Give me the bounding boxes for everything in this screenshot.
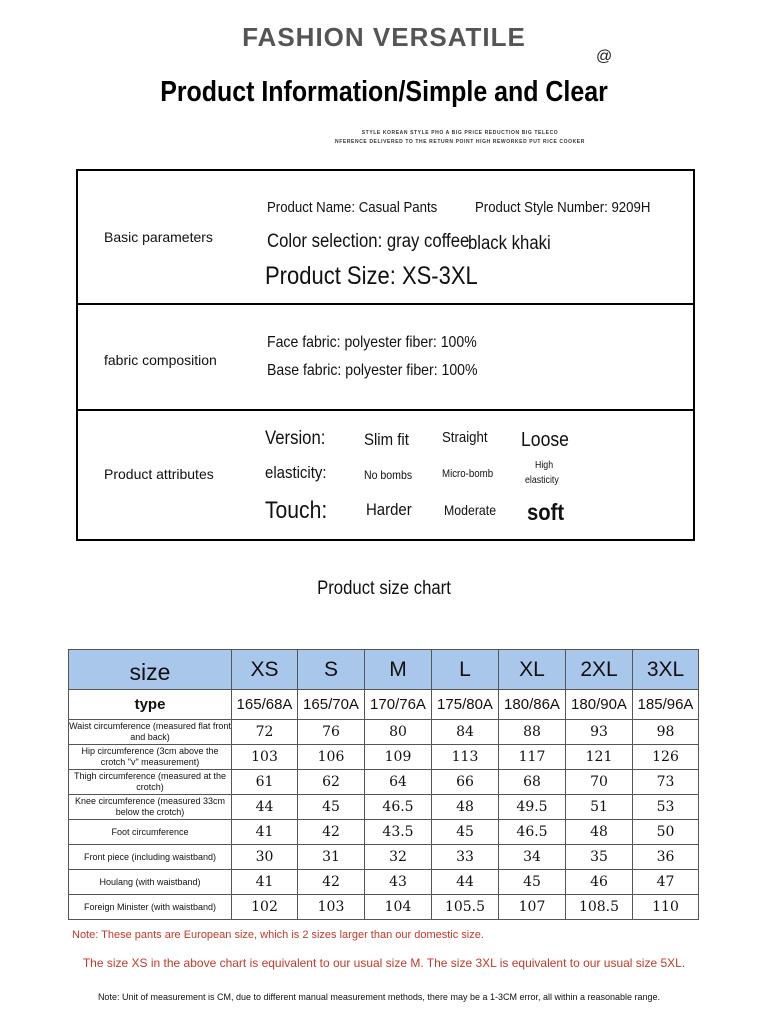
- version-loose: Loose: [521, 429, 569, 451]
- table-row: [69, 895, 699, 920]
- type-cell: 180/90A: [566, 690, 633, 720]
- touch-harder: Harder: [366, 500, 412, 519]
- table-row: [69, 795, 699, 820]
- note-european-size: Note: These pants are European size, which is 2 sizes larger than our domestic size.: [72, 929, 484, 941]
- size-cell: XS: [232, 650, 298, 690]
- elasticity-high-2: elasticity: [525, 475, 559, 486]
- elasticity-high: High: [535, 460, 554, 471]
- table-cell: 46.5: [499, 820, 566, 845]
- tiny-caption-line-2: NFERENCE DELIVERED TO THE RETURN POINT HIGH REWORKED PUT RICE COOKER: [335, 139, 585, 145]
- table-cell: 44: [232, 795, 298, 820]
- table-cell: 113: [432, 745, 499, 770]
- size-cell: 3XL: [633, 650, 699, 690]
- table-cell: 84: [432, 720, 499, 745]
- table-cell: 61: [232, 770, 298, 795]
- table-cell: 36: [633, 845, 699, 870]
- product-attributes-row: [78, 411, 693, 539]
- size-header-label: size: [69, 650, 232, 690]
- type-cell: 185/96A: [633, 690, 699, 720]
- table-row: [69, 820, 699, 845]
- table-cell: 34: [499, 845, 566, 870]
- table-row: [69, 845, 699, 870]
- table-cell: 73: [633, 770, 699, 795]
- table-cell: 64: [365, 770, 432, 795]
- type-cell: 170/76A: [365, 690, 432, 720]
- table-cell: 30: [232, 845, 298, 870]
- color-selection: Color selection: gray coffee: [267, 231, 470, 252]
- touch-moderate: Moderate: [444, 502, 497, 518]
- at-symbol: @: [596, 48, 613, 65]
- table-cell: 103: [298, 895, 365, 920]
- table-cell: 68: [499, 770, 566, 795]
- base-fabric: Base fabric: polyester fiber: 100%: [267, 362, 478, 379]
- size-chart-title: Product size chart: [317, 578, 451, 599]
- table-cell: 45: [499, 870, 566, 895]
- table-cell: 104: [365, 895, 432, 920]
- table-cell: 43: [365, 870, 432, 895]
- note-measurement-unit: Note: Unit of measurement is CM, due to different manual measurement methods, there may be a 1-3CM error, all within a reasonable range.: [97, 992, 661, 1002]
- size-cell: XL: [499, 650, 566, 690]
- table-cell: 45: [432, 820, 499, 845]
- size-chart-table: [68, 649, 699, 920]
- table-cell: 98: [633, 720, 699, 745]
- page-subtitle: Product Information/Simple and Clear: [160, 76, 608, 108]
- type-label: type: [69, 690, 232, 720]
- fabric-composition-label: fabric composition: [104, 352, 217, 368]
- version-straight: Straight: [442, 429, 488, 446]
- table-cell: 47: [633, 870, 699, 895]
- measure-label: Hip circumference (3cm above the crotch "v" measurement): [69, 745, 232, 770]
- table-cell: 50: [633, 820, 699, 845]
- brand-title: FASHION VERSATILE: [242, 22, 526, 52]
- product-attributes-label: Product attributes: [104, 466, 214, 482]
- type-cell: 165/68A: [232, 690, 298, 720]
- size-cell: L: [432, 650, 499, 690]
- table-row: [69, 770, 699, 795]
- table-cell: 105.5: [432, 895, 499, 920]
- table-cell: 80: [365, 720, 432, 745]
- table-cell: 31: [298, 845, 365, 870]
- table-cell: 42: [298, 820, 365, 845]
- table-row: [69, 870, 699, 895]
- measure-label: Knee circumference (measured 33cm below the crotch): [69, 795, 232, 820]
- type-cell: 175/80A: [432, 690, 499, 720]
- table-cell: 45: [298, 795, 365, 820]
- table-cell: 107: [499, 895, 566, 920]
- size-cell: M: [365, 650, 432, 690]
- elasticity-no-bombs: No bombs: [364, 468, 413, 482]
- version-slim-fit: Slim fit: [364, 430, 409, 449]
- measure-label: Foot circumference: [69, 820, 232, 845]
- table-row: [69, 745, 699, 770]
- table-cell: 103: [232, 745, 298, 770]
- size-cell: S: [298, 650, 365, 690]
- size-header-row: [69, 650, 699, 690]
- table-cell: 46: [566, 870, 633, 895]
- table-cell: 62: [298, 770, 365, 795]
- table-cell: 108.5: [566, 895, 633, 920]
- measure-label: Front piece (including waistband): [69, 845, 232, 870]
- table-cell: 110: [633, 895, 699, 920]
- table-cell: 48: [566, 820, 633, 845]
- table-cell: 48: [432, 795, 499, 820]
- table-cell: 88: [499, 720, 566, 745]
- table-cell: 93: [566, 720, 633, 745]
- color-extra: black khaki: [468, 233, 551, 254]
- note-size-equivalence: The size XS in the above chart is equivalent to our usual size M. The size 3XL is equivalent to our usual size 5XL.: [82, 956, 686, 970]
- table-cell: 42: [298, 870, 365, 895]
- fabric-composition-row: [78, 305, 693, 411]
- table-cell: 106: [298, 745, 365, 770]
- elasticity-micro-bomb: Micro-bomb: [442, 468, 494, 480]
- touch-soft: soft: [527, 499, 565, 525]
- table-cell: 46.5: [365, 795, 432, 820]
- table-cell: 35: [566, 845, 633, 870]
- table-row: [69, 720, 699, 745]
- table-cell: 44: [432, 870, 499, 895]
- basic-parameters-row: [78, 171, 693, 305]
- table-cell: 41: [232, 870, 298, 895]
- product-name: Product Name: Casual Pants: [267, 199, 438, 216]
- table-cell: 121: [566, 745, 633, 770]
- size-cell: 2XL: [566, 650, 633, 690]
- product-style-number: Product Style Number: 9209H: [475, 199, 651, 216]
- table-cell: 41: [232, 820, 298, 845]
- touch-label: Touch:: [265, 497, 328, 524]
- table-cell: 32: [365, 845, 432, 870]
- tiny-caption-line-1: STYLE KOREAN STYLE PHO A BIG PRICE REDUCTION BIG TELECO: [361, 130, 559, 136]
- table-cell: 76: [298, 720, 365, 745]
- face-fabric: Face fabric: polyester fiber: 100%: [267, 334, 477, 351]
- measure-label: Houlang (with waistband): [69, 870, 232, 895]
- table-cell: 102: [232, 895, 298, 920]
- measure-label: Foreign Minister (with waistband): [69, 895, 232, 920]
- table-cell: 51: [566, 795, 633, 820]
- type-row: [69, 690, 699, 720]
- table-cell: 117: [499, 745, 566, 770]
- table-cell: 126: [633, 745, 699, 770]
- table-cell: 70: [566, 770, 633, 795]
- version-label: Version:: [265, 428, 326, 449]
- table-cell: 43.5: [365, 820, 432, 845]
- type-cell: 180/86A: [499, 690, 566, 720]
- table-cell: 33: [432, 845, 499, 870]
- product-size: Product Size: XS-3XL: [265, 262, 478, 290]
- table-cell: 72: [232, 720, 298, 745]
- product-info-table: [76, 169, 695, 541]
- type-cell: 165/70A: [298, 690, 365, 720]
- table-cell: 53: [633, 795, 699, 820]
- elasticity-label: elasticity:: [265, 463, 327, 482]
- measure-label: Thigh circumference (measured at the crotch): [69, 770, 232, 795]
- table-cell: 66: [432, 770, 499, 795]
- table-cell: 109: [365, 745, 432, 770]
- basic-parameters-label: Basic parameters: [104, 229, 213, 245]
- table-cell: 49.5: [499, 795, 566, 820]
- measure-label: Waist circumference (measured flat front and back): [69, 720, 232, 745]
